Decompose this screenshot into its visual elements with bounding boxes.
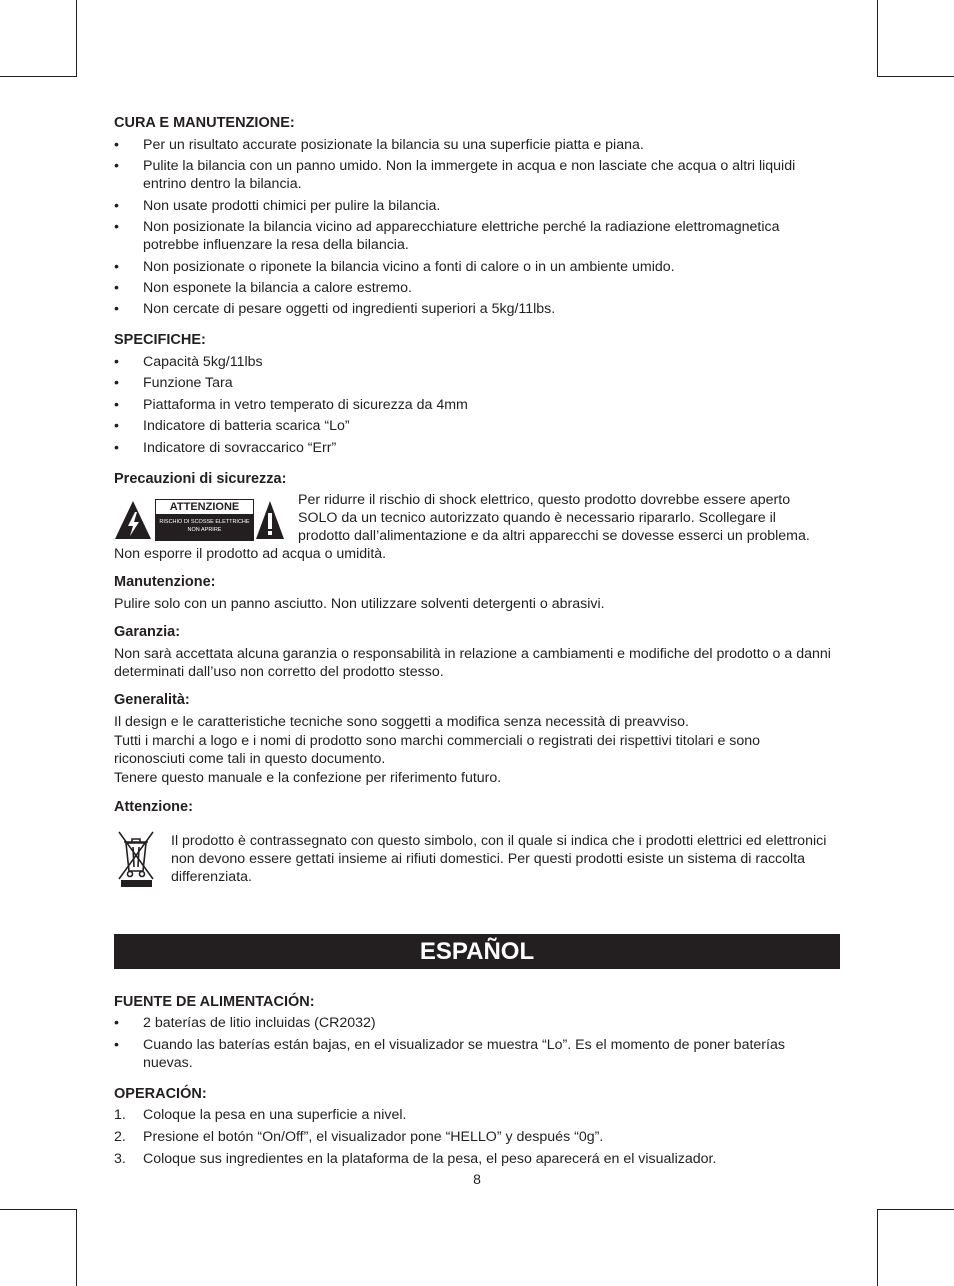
electric-shock-warning-icon [114,500,152,540]
manutenzione-text: Pulire solo con un panno asciutto. Non utilizzare solventi detergenti o abrasivi. [114,596,605,612]
generalita-p2: Tutti i marchi a logo e i nomi di prodotto sono marchi commerciali o registrati dei rispettivi titolari e sono riconosciuti come tali in questo documento. [114,733,761,767]
precauzioni-line-1: Per ridurre il rischio di shock elettrico, questo prodotto dovrebbe essere aperto [298,492,791,508]
exclamation-warning-icon [255,500,285,540]
generalita-p3: Tenere questo manuale e la confezione per riferimento futuro. [114,770,502,786]
heading-cura: CURA E MANUTENZIONE: [114,115,295,131]
crop-mark-tr-h [877,76,954,77]
heading-garanzia: Garanzia: [114,624,181,640]
heading-operacion: OPERACIÓN: [114,1086,207,1102]
crop-mark-br-h [877,1209,954,1210]
crop-mark-tl-v [76,0,77,76]
heading-manutenzione: Manutenzione: [114,574,216,590]
page-number: 8 [473,1171,481,1187]
heading-attenzione: Attenzione: [114,799,193,815]
crop-mark-bl-v [76,1209,77,1286]
precauzioni-line-2: SOLO da un tecnico autorizzato quando è necessario ripararlo. Scollegare il [298,510,776,526]
garanzia-text: Non sarà accettata alcuna garanzia o responsabilità in relazione a cambiamenti e modifiche del prodotto o a danni determinati dall’uso non corretto del prodotto stesso. [114,646,831,680]
precauzioni-line-3: prodotto dall’alimentazione e da altri apparecchi se dovesse esserci un problema. [298,528,810,544]
warning-sublabel: RISCHIO DI SCOSSE ELETTRICHE NON APRIRE [156,515,253,540]
crop-mark-bl-h [0,1209,77,1210]
heading-fuente: FUENTE DE ALIMENTACIÓN: [114,994,315,1010]
heading-specifiche: SPECIFICHE: [114,332,206,348]
precauzioni-line-4: Non esporre il prodotto ad acqua o umidità. [114,546,387,562]
crop-mark-br-v [877,1209,878,1286]
crop-mark-tr-v [877,0,878,76]
attenzione-text: Il prodotto è contrassegnato con questo simbolo, con il quale si indica che i prodotti elettrici ed elettronici non devono essere gettati insieme ai rifiuti domestici. Per questi prodotti esiste un sistema di raccolta differenziata. [171,833,827,885]
generalita-p1: Il design e le caratteristiche tecniche sono soggetti a modifica senza necessità di preavviso. [114,714,689,730]
crop-mark-tl-h [0,76,77,77]
crossed-out-bin-icon [116,829,156,889]
section-banner-espanol: ESPAÑOL [114,934,840,969]
heading-precauzioni: Precauzioni di sicurezza: [114,471,287,487]
heading-generalita: Generalità: [114,692,190,708]
warning-label-box [155,499,254,541]
warning-label: ATTENZIONE [156,500,253,515]
